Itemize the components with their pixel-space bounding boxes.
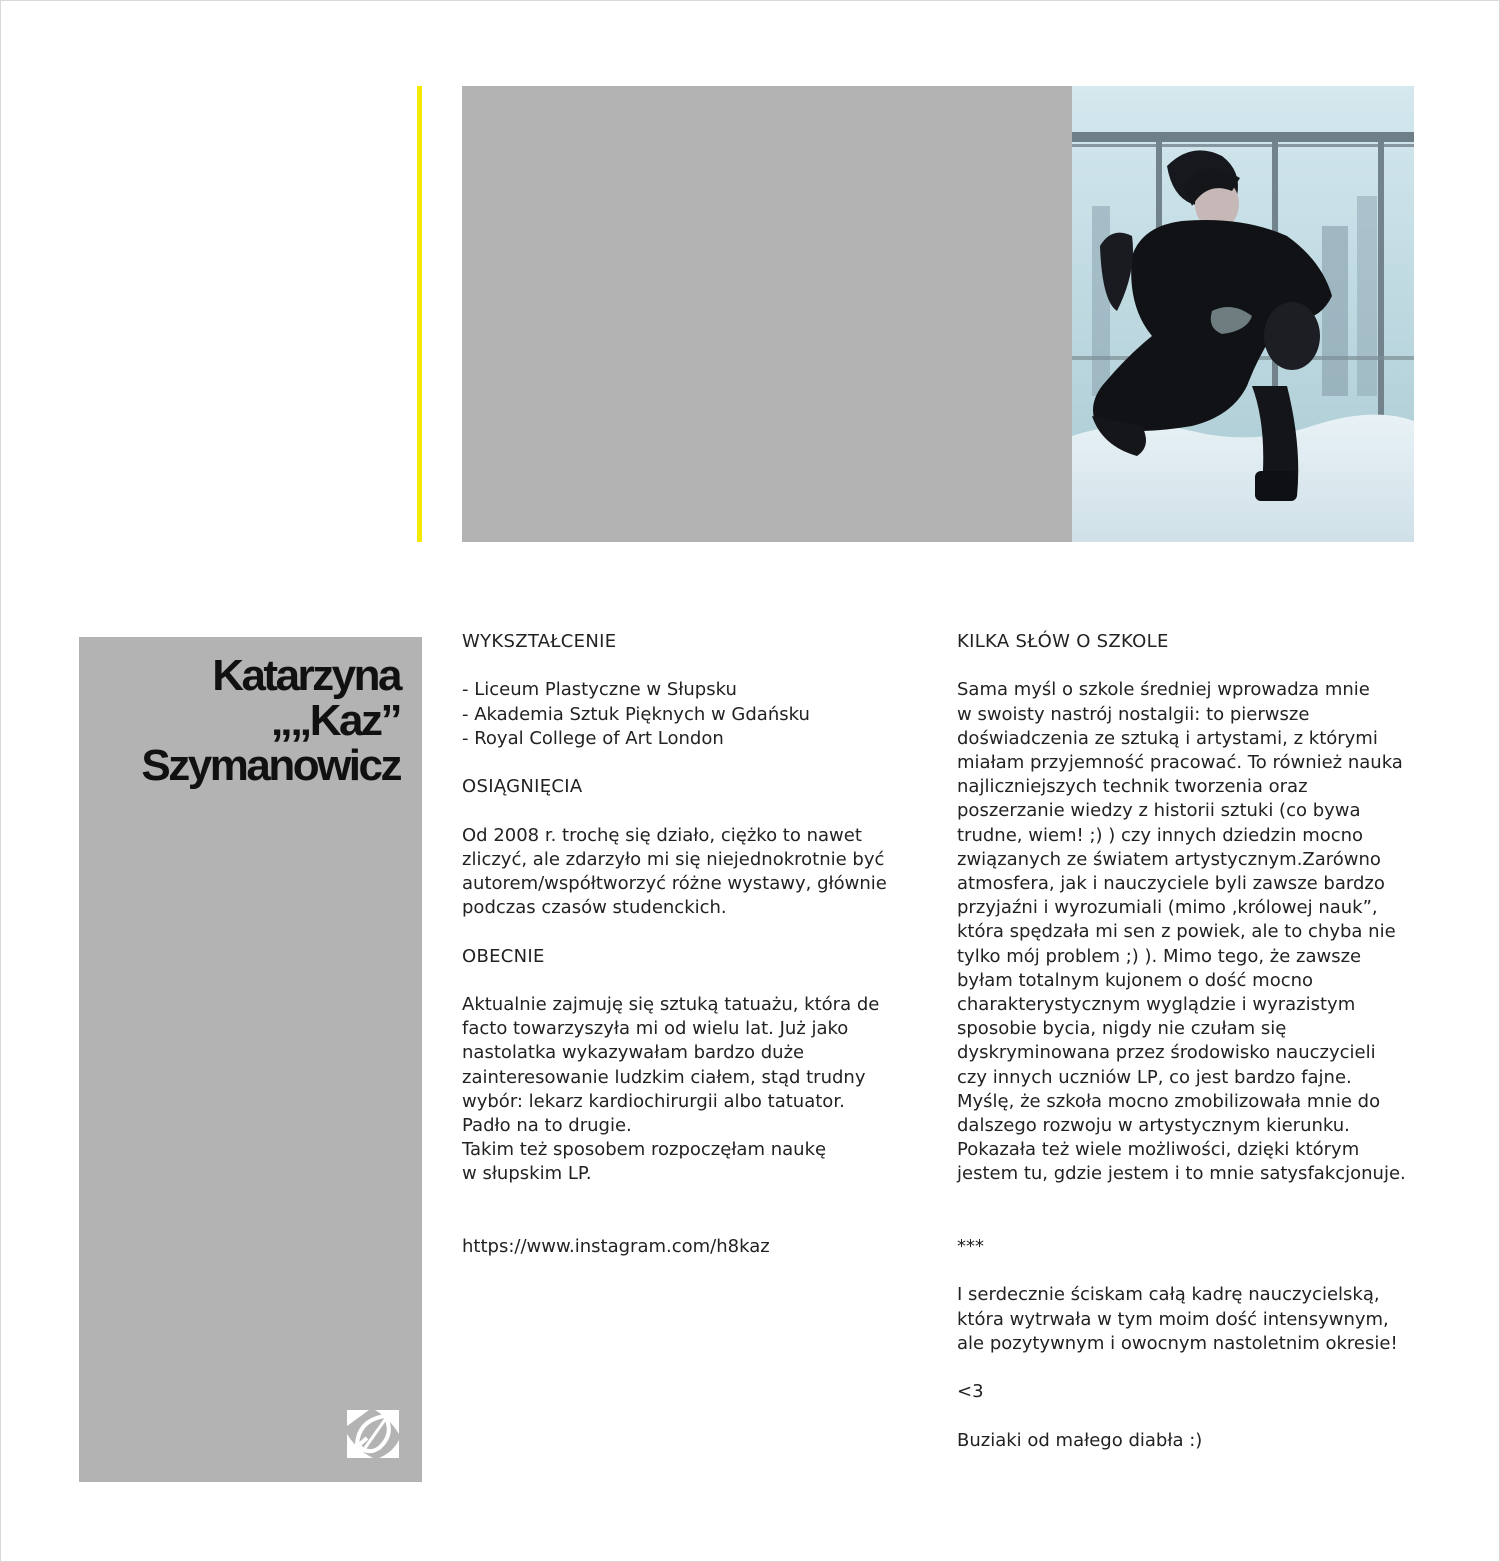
current-heading: OBECNIE bbox=[462, 945, 545, 967]
name-line-nickname: „„Kaz” bbox=[270, 696, 400, 745]
name-panel bbox=[79, 637, 422, 1482]
current-text: Aktualnie zajmuję się sztuką tatuażu, która de facto towarzyszyła mi od wielu lat. Już jako nastolatka wykazywałam bardzo duże zainteresowanie ludzkim ciałem, stąd trudny wybór: lekarz kardiochirurgii albo tatuator. Padło na to drugie. Takim też sposobem rozpoczęłam naukę w słupskim LP. bbox=[462, 993, 880, 1185]
achievements-heading: OSIĄGNIĘCIA bbox=[462, 776, 583, 798]
education-item: - Royal College of Art London bbox=[462, 727, 724, 749]
name-line-first: Katarzyna bbox=[212, 651, 400, 700]
education-item: - Liceum Plastyczne w Słupsku bbox=[462, 679, 737, 701]
education-heading: WYKSZTAŁCENIE bbox=[462, 631, 617, 652]
person-name bbox=[141, 653, 400, 788]
instagram-link[interactable]: https://www.instagram.com/h8kaz bbox=[462, 1235, 770, 1257]
thanks-text: I serdecznie ściskam całą kadrę nauczycielską, która wytrwała w tym moim dość intensywnym, ale pozytywnym i owocnym nastoletnim okresie! bbox=[957, 1284, 1398, 1354]
left-column bbox=[462, 630, 902, 1259]
right-column bbox=[957, 630, 1417, 1453]
school-heading: KILKA SŁÓW O SZKOLE bbox=[957, 631, 1169, 652]
signoff-text: Buziaki od małego diabła :) bbox=[957, 1429, 1203, 1451]
school-text: Sama myśl o szkole średniej wprowadza mnie w swoisty nastrój nostalgii: to pierwsze doświadczenia ze sztuką i artystami, z którymi miałam przyjemność pracować. To również nauka najliczniejszych technik tworzenia oraz poszerzanie wiedzy z historii sztuki (co bywa trudne, wiem! ;) ) czy innych dziedzin mocno związanych ze światem artystycznym.Zarówno atmosfera, jak i nauczyciele byli zawsze bardzo przyjaźni i wyrozumiali (mimo ‚królowej nauk”, która spędzała mi sen z powiek, ale to chyba nie tylko mój problem ;) ). Mimo tego, że zawsze byłam totalnym kujonem o dość mocno charakterystycznym wyglądzie i wyrazistym sposobie bycia, nigdy nie czułam się dyskryminowana przez środowisko nauczycieli czy innych uczniów LP, co jest bardzo fajne. Myślę, że szkoła mocno zmobilizowała mnie do dalszego rozwoju w artystycznym kierunku. Pokazała też wiele możliwości, dzięki którym jestem tu, gdzie jestem i to mnie satysfakcjonuje. bbox=[957, 679, 1406, 1185]
portrait-photo bbox=[1072, 86, 1414, 542]
heart-text: <3 bbox=[957, 1381, 984, 1403]
achievements-text: Od 2008 r. trochę się działo, ciężko to nawet zliczyć, ale zdarzyło mi się niejednokrotnie być autorem/współtworzyć różne wystawy, głównie podczas czasów studenckich. bbox=[462, 824, 887, 919]
school-logo-icon bbox=[345, 1404, 401, 1460]
education-item: - Akademia Sztuk Pięknych w Gdańsku bbox=[462, 703, 810, 725]
name-line-surname: Szymanowicz bbox=[141, 741, 400, 790]
accent-bar bbox=[417, 86, 422, 542]
separator-text: *** bbox=[957, 1236, 984, 1258]
